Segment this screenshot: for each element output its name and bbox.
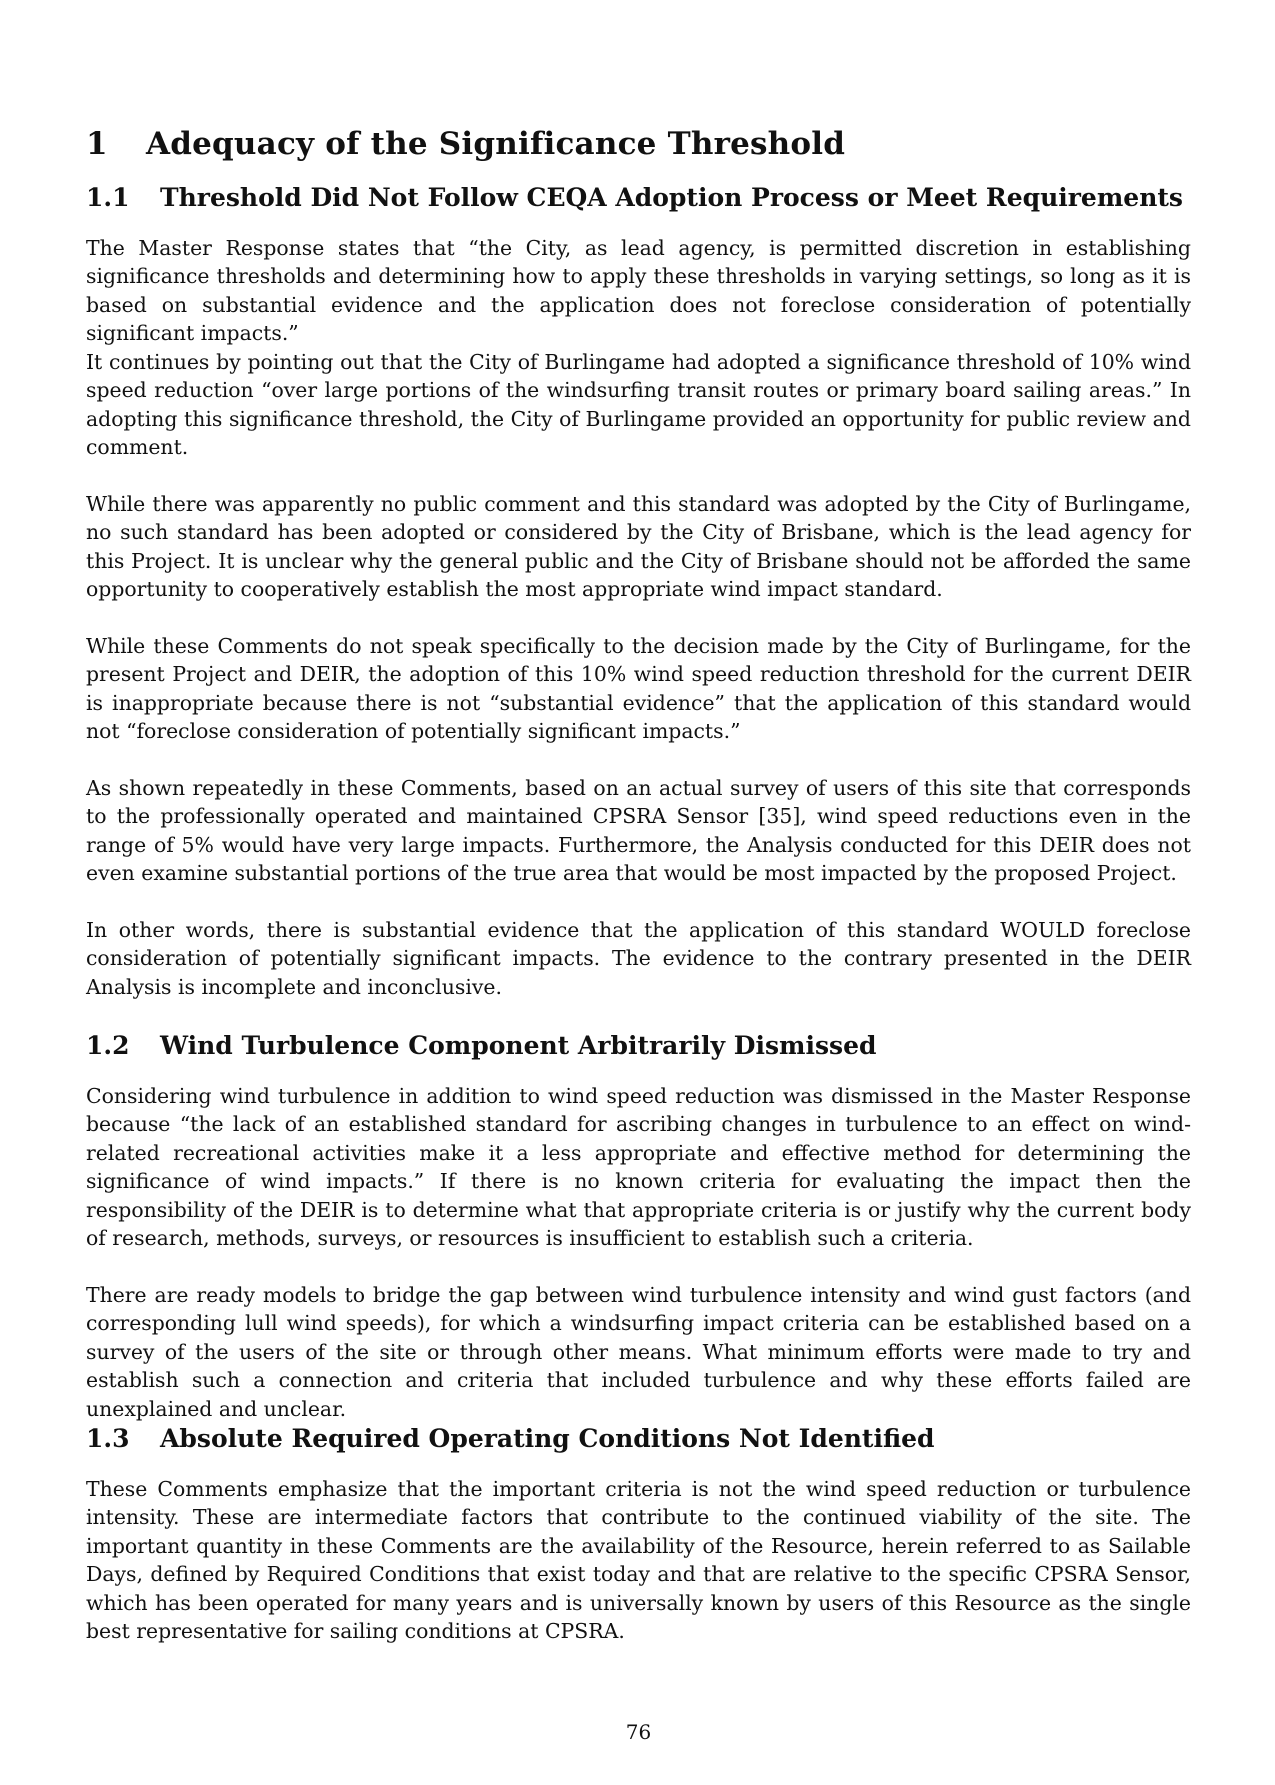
subsection-title: Threshold Did Not Follow CEQA Adoption Process or Meet Requirements xyxy=(160,183,1183,212)
section-heading xyxy=(86,126,845,162)
paragraph: These Comments emphasize that the important criteria is not the wind speed reduction or turbulence intensity. These are intermediate factors that contribute to the continued viability of the site. The important quantity in these Comments are the availability of the Resource, herein referred to as Sailable Days, defined by Required Conditions that exist today and that are relative to the specific CPSRA Sensor, which has been operated for many years and is universally known by users of this Resource as the single best representative for sailing conditions at CPSRA. xyxy=(86,1477,1191,1644)
subsection-number: 1.1 xyxy=(86,183,130,212)
paragraph: In other words, there is substantial evidence that the application of this standard WOULD foreclose consideration of potentially significant impacts. The evidence to the contrary presented in the DEIR Analysis is incomplete and inconclusive. xyxy=(86,918,1191,999)
paragraph: There are ready models to bridge the gap between wind turbulence intensity and wind gust factors (and corresponding lull wind speeds), for which a windsurfing impact criteria can be established based on a survey of the users of the site or through other means. What minimum efforts were made to try and establish such a connection and criteria that included turbulence and why these efforts failed are unexplained and unclear. xyxy=(86,1283,1191,1421)
section-title: Adequacy of the Significance Threshold xyxy=(146,126,846,162)
subsection-title: Absolute Required Operating Conditions Not Identified xyxy=(160,1424,935,1453)
subsection-number: 1.2 xyxy=(86,1031,130,1060)
page-number: 76 xyxy=(625,1720,652,1744)
subsection-heading-1-3 xyxy=(86,1424,935,1453)
subsection-number: 1.3 xyxy=(86,1424,130,1453)
subsection-title: Wind Turbulence Component Arbitrarily Dismissed xyxy=(160,1031,877,1060)
document-page xyxy=(86,0,1191,1785)
paragraph: Considering wind turbulence in addition to wind speed reduction was dismissed in the Master Response because “the lack of an established standard for ascribing changes in turbulence to an effect on wind-related recreational activities make it a less appropriate and effective method for determining the significance of wind impacts.” If there is no known criteria for evaluating the impact then the responsibility of the DEIR is to determine what that appropriate criteria is or justify why the current body of research, methods, surveys, or resources is insufficient to establish such a criteria. xyxy=(86,1084,1191,1251)
paragraph: It continues by pointing out that the City of Burlingame had adopted a significance threshold of 10% wind speed reduction “over large portions of the windsurfing transit routes or primary board sailing areas.” In adopting this significance threshold, the City of Burlingame provided an opportunity for public review and comment. xyxy=(86,350,1191,460)
paragraph: The Master Response states that “the City, as lead agency, is permitted discretion in establishing significance thresholds and determining how to apply these thresholds in varying settings, so long as it is based on substantial evidence and the application does not foreclose consideration of potentially significant impacts.” xyxy=(86,236,1191,346)
subsection-heading-1-1 xyxy=(86,183,1183,212)
section-number: 1 xyxy=(86,126,108,162)
paragraph: While there was apparently no public comment and this standard was adopted by the City of Burlingame, no such standard has been adopted or considered by the City of Brisbane, which is the lead agency for this Project. It is unclear why the general public and the City of Brisbane should not be afforded the same opportunity to cooperatively establish the most appropriate wind impact standard. xyxy=(86,492,1191,602)
paragraph: While these Comments do not speak specifically to the decision made by the City of Burlingame, for the present Project and DEIR, the adoption of this 10% wind speed reduction threshold for the current DEIR is inappropriate because there is not “substantial evidence” that the application of this standard would not “foreclose consideration of potentially significant impacts.” xyxy=(86,634,1191,744)
subsection-heading-1-2 xyxy=(86,1031,877,1060)
paragraph: As shown repeatedly in these Comments, based on an actual survey of users of this site that corresponds to the professionally operated and maintained CPSRA Sensor [35], wind speed reductions even in the range of 5% would have very large impacts. Furthermore, the Analysis conducted for this DEIR does not even examine substantial portions of the true area that would be most impacted by the proposed Project. xyxy=(86,776,1191,886)
